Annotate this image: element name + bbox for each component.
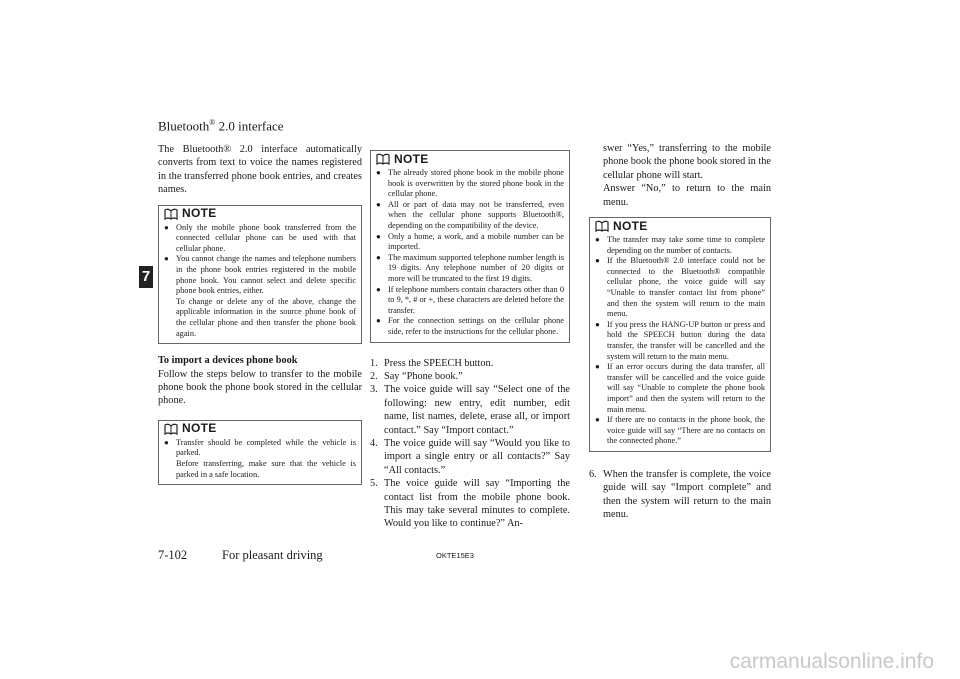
note-continuation: Before transferring, make sure that the vehicle is parked in a safe location. [176, 458, 356, 479]
note-box-2 [158, 420, 362, 485]
note-item: ● All or part of data may not be transferred, even when the cellular phone supports Bluetooth®, depending on the compatibility of the device. [376, 200, 564, 232]
note-icon [376, 153, 390, 165]
note-box-1 [158, 205, 362, 345]
column-2 [370, 150, 570, 531]
note-item: ● If there are no contacts in the phone book, the voice guide will say “There are no contacts on the connected phone.” [595, 415, 765, 447]
step-item: 3. The voice guide will say “Select one of the following: new entry, edit number, edit name, list names, delete, erase all, or import contact.” Say “Import contact.” [370, 384, 570, 436]
note-item: ● The maximum supported telephone number length is 19 digits. Any telephone number of 20 digits or more will be truncated to the first 19 digits. [376, 253, 564, 285]
note-title: NOTE [613, 218, 648, 233]
document-code: OKTE15E3 [436, 551, 474, 560]
column-3 [589, 142, 771, 522]
step-item: 6. When the transfer is complete, the voice guide will say “Import complete” and then the system will return to the main menu. [589, 468, 771, 521]
page-header: Bluetooth® 2.0 interface [158, 118, 284, 134]
chapter-tab: 7 [139, 266, 153, 288]
note-item: ● If you press the HANG-UP button or press and hold the SPEECH button during the data transfer, the transfer will be cancelled and the system will return to the main menu. [595, 320, 765, 362]
note-item: ● Transfer should be completed while the vehicle is parked. Before transferring, make sure that the vehicle is parked in a safe location. [164, 438, 356, 480]
note-item: ● The transfer may take some time to complete depending on the number of contacts. [595, 235, 765, 256]
column-1 [158, 143, 362, 495]
note-item: ● For the connection settings on the cellular phone side, refer to the instructions for the cellular phone. [376, 316, 564, 337]
watermark: carmanualsonline.info [729, 650, 934, 673]
intro-paragraph: The Bluetooth® 2.0 interface automatically converts from text to voice the names registered in the transferred phone book entries, and creates names. [158, 144, 362, 196]
note-item: ● If telephone numbers contain characters other than 0 to 9, *, # or +, these characters are deleted before the transfer. [376, 285, 564, 317]
step-continuation: swer “Yes,” transferring to the mobile phone book the phone book stored in the cellular phone will start. [603, 143, 771, 181]
steps-intro: Follow the steps below to transfer to the mobile phone book the phone book stored in the cellular phone. [158, 368, 362, 407]
page-number: 7-102 [158, 548, 188, 562]
note-item: ● The already stored phone book in the mobile phone book is overwritten by the stored phone book in the cellular phone. [376, 168, 564, 200]
note-continuation: To change or delete any of the above, change the applicable information in the source phone book of the cellular phone and then transfer the phone book again. [176, 296, 356, 338]
note-title: NOTE [394, 151, 429, 166]
step-item: 2. Say “Phone book.” [370, 370, 463, 382]
note-item: ● If the Bluetooth® 2.0 interface could not be connected to the Bluetooth® compatible cellular phone, the voice guide will say “Unable to transfer contact list from phone” and then the system will return to the main menu. [595, 256, 765, 320]
note-item: ● You cannot change the names and telephone numbers in the phone book entries registered in the mobile phone book. You cannot select and delete specific phone book entries, either. To change or delete any of the above, change the applicable information in the source phone book of the cellular phone and then transfer the phone book again. [164, 254, 356, 339]
steps-list [589, 468, 771, 522]
note-title: NOTE [182, 421, 217, 436]
note-icon [164, 423, 178, 435]
note-item: ● Only a home, a work, and a mobile number can be imported. [376, 232, 564, 253]
step-item: 1. Press the SPEECH button. [370, 357, 494, 369]
note-item: ● If an error occurs during the data transfer, all transfer will be cancelled and the voice guide will say “Unable to complete the phone book import” and then the system will return to the main menu. [595, 362, 765, 415]
section-heading: To import a devices phone book [158, 355, 298, 367]
step-item: 5. The voice guide will say “Importing the contact list from the mobile phone book. This may take several minutes to complete. Would you like to continue?” An- [370, 478, 570, 530]
note-box-3 [370, 150, 570, 343]
step-item: 4. The voice guide will say “Would you like to import a single entry or all contacts?” Say “All contacts.” [370, 437, 570, 476]
note-icon [595, 220, 609, 232]
note-title: NOTE [182, 206, 217, 221]
steps-list [370, 357, 570, 531]
note-box-4 [589, 217, 771, 452]
step-continuation: Answer “No,” to return to the main menu. [603, 183, 771, 208]
footer-title: For pleasant driving [222, 548, 323, 562]
note-icon [164, 208, 178, 220]
note-item: ● Only the mobile phone book transferred from the connected cellular phone can be used with that cellular phone. [164, 223, 356, 255]
